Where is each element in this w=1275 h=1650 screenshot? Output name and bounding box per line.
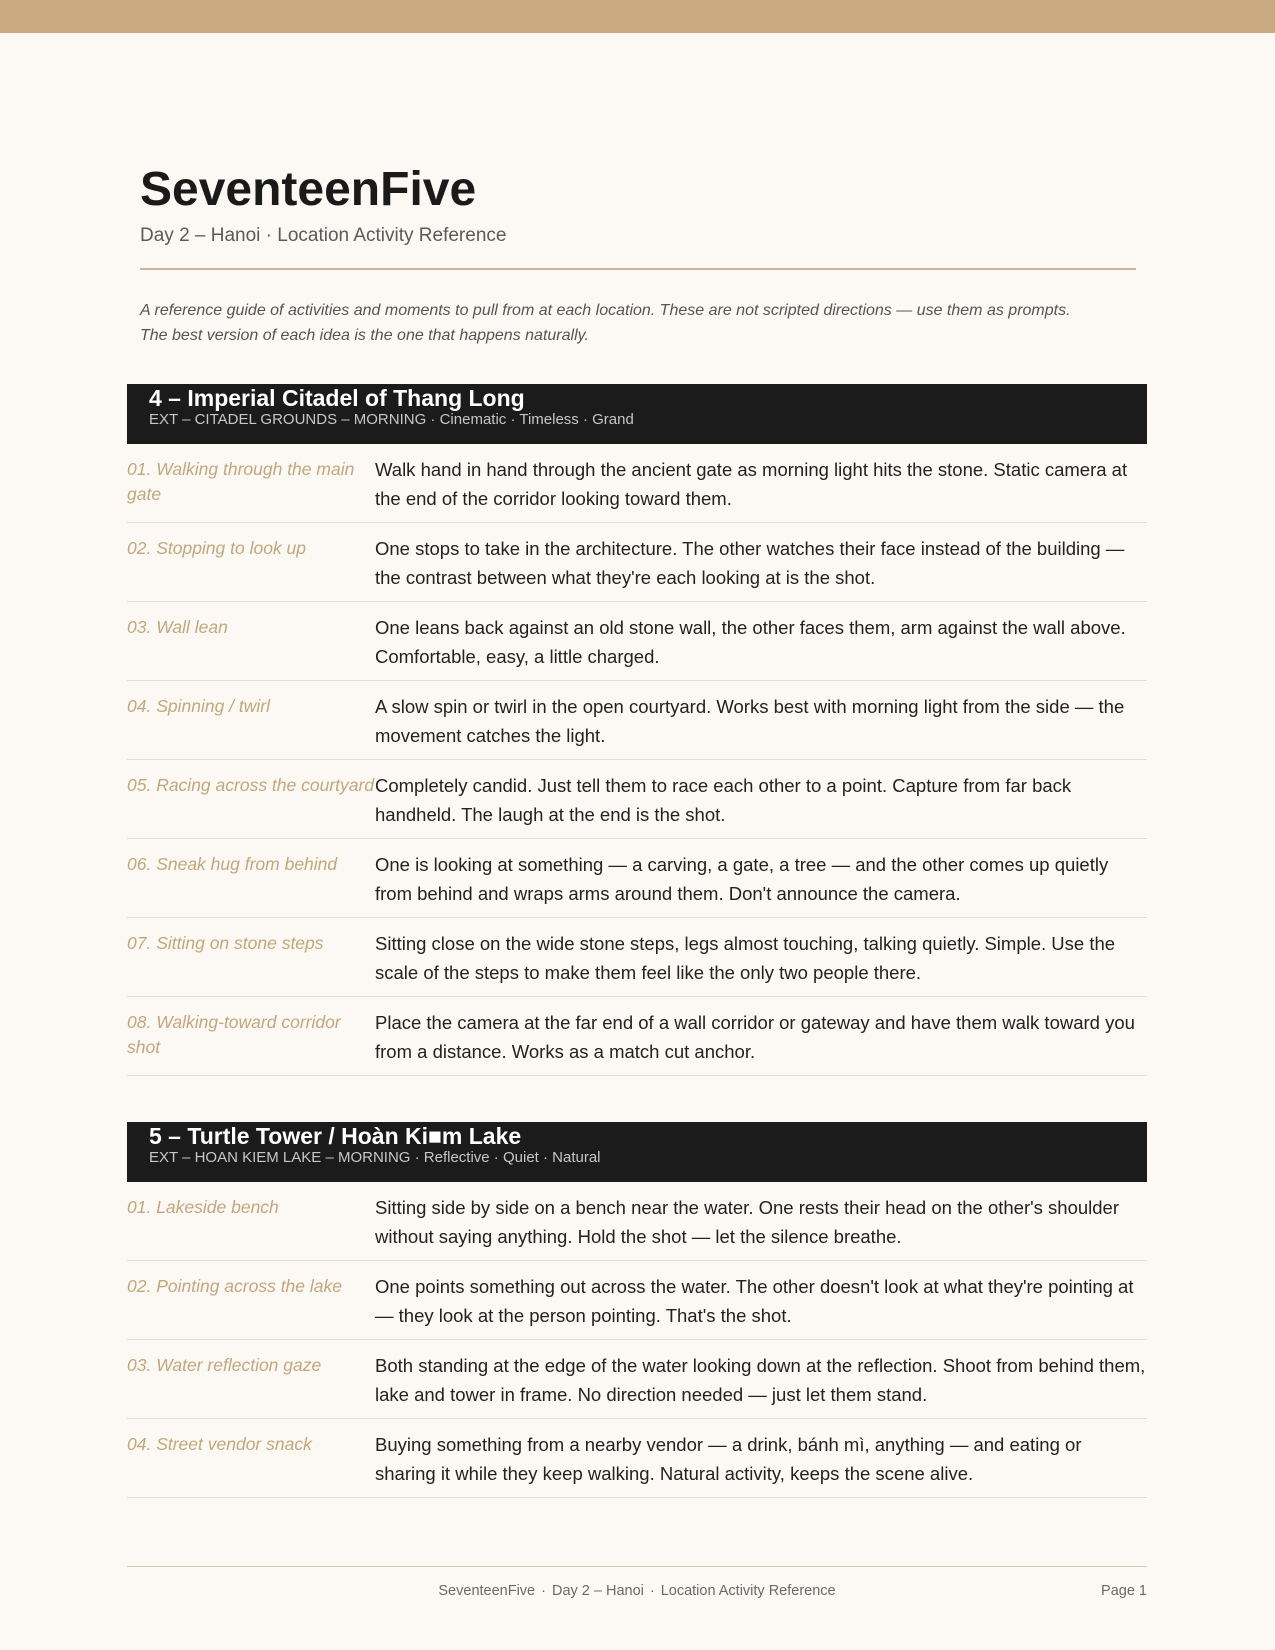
intro-line: A reference guide of activities and moments to pull from at each location. These are not scripted directions — use them as prompts. — [140, 302, 1071, 319]
activity-description: One is looking at something — a carving, a gate, a tree — and the other comes up quietly from behind and wraps arms around them. Don't announce the camera. — [375, 854, 1109, 904]
activity-description: Completely candid. Just tell them to race each other to a point. Capture from far back handheld. The laugh at the end is the shot. — [375, 775, 1072, 825]
activity-label: 02. Pointing across the lake — [127, 1276, 342, 1296]
section-meta: EXT – HOAN KIEM LAKE – MORNING · Reflective · Quiet · Natural — [149, 1149, 601, 1166]
activity-row — [127, 1340, 1147, 1419]
top-accent-band — [0, 0, 1275, 33]
activity-description: Walk hand in hand through the ancient gate as morning light hits the stone. Static camera at the end of the corridor looking toward them. — [375, 459, 1128, 509]
activity-label: 04. Street vendor snack — [127, 1434, 312, 1454]
activity-row — [127, 523, 1147, 602]
activity-row — [127, 760, 1147, 839]
activity-row — [127, 918, 1147, 997]
activity-row — [127, 1419, 1147, 1498]
activity-label: 02. Stopping to look up — [127, 538, 307, 558]
activity-description: A slow spin or twirl in the open courtyard. Works best with morning light from the side — the movement catches the light. — [375, 696, 1125, 746]
section-header — [127, 1122, 1147, 1182]
activity-label: 01. Lakeside bench — [127, 1197, 279, 1217]
header-divider — [140, 268, 1136, 270]
activity-label: 05. Racing across the courtyard — [127, 775, 375, 795]
page-subtitle: Day 2 – Hanoi · Location Activity Reference — [140, 225, 507, 246]
page-title: SeventeenFive — [140, 163, 477, 216]
document-header — [140, 162, 1136, 348]
activity-label: 03. Wall lean — [127, 617, 228, 637]
footer-separator: · — [649, 1583, 655, 1599]
section-meta: EXT – CITADEL GROUNDS – MORNING · Cinematic · Timeless · Grand — [149, 411, 634, 428]
section-title: 5 – Turtle Tower / Hoàn Ki■m Lake — [149, 1123, 522, 1149]
activity-label: 06. Sneak hug from behind — [127, 854, 338, 874]
activity-description: One points something out across the water. The other doesn't look at what they're pointing at — they look at the person pointing. That's the shot. — [375, 1276, 1134, 1326]
activity-description: Sitting close on the wide stone steps, legs almost touching, talking quietly. Simple. Use the scale of the steps to make them feel like the only two people there. — [375, 933, 1116, 983]
activity-row — [127, 997, 1147, 1076]
activity-row — [127, 1261, 1147, 1340]
activity-row — [127, 681, 1147, 760]
activity-description: Both standing at the edge of the water looking down at the reflection. Shoot from behind them, lake and tower in frame. No direction needed — just let them stand. — [375, 1355, 1146, 1405]
section-header — [127, 384, 1147, 444]
footer-brand: SeventeenFive — [438, 1583, 536, 1599]
footer-day: Day 2 – Hanoi — [551, 1583, 644, 1599]
footer-separator: · — [541, 1583, 546, 1599]
activity-row — [127, 444, 1147, 523]
footer-document-info — [127, 1583, 1147, 1599]
section-imperial-citadel — [127, 384, 1147, 1076]
activity-label: 03. Water reflection gaze — [127, 1355, 322, 1375]
footer-doc-title: Location Activity Reference — [660, 1583, 836, 1599]
activity-label: 08. Walking-toward corridor shot — [127, 1012, 341, 1057]
activity-label: 01. Walking through the main gate — [127, 459, 355, 504]
activity-description: One leans back against an old stone wall, the other faces them, arm against the wall above. Comfortable, easy, a little charged. — [375, 617, 1126, 667]
section-turtle-tower — [127, 1122, 1147, 1498]
page-footer — [127, 1566, 1147, 1599]
activity-row — [127, 1182, 1147, 1261]
activity-description: One stops to take in the architecture. The other watches their face instead of the building — the contrast between what they're each looking at is the shot. — [375, 538, 1125, 588]
activity-description: Sitting side by side on a bench near the water. One rests their head on the other's shoulder without saying anything. Hold the shot — let the silence breathe. — [375, 1197, 1119, 1247]
activity-row — [127, 602, 1147, 681]
page-number: Page 1 — [1101, 1583, 1147, 1599]
activity-description: Place the camera at the far end of a wall corridor or gateway and have them walk toward you from a distance. Works as a match cut anchor. — [375, 1012, 1135, 1062]
activity-label: 07. Sitting on stone steps — [127, 933, 324, 953]
activity-label: 04. Spinning / twirl — [127, 696, 270, 716]
activity-description: Buying something from a nearby vendor — a drink, bánh mì, anything — and eating or sharing it while they keep walking. Natural activity, keeps the scene alive. — [375, 1434, 1082, 1484]
activity-row — [127, 839, 1147, 918]
intro-line: The best version of each idea is the one that happens naturally. — [140, 327, 589, 344]
section-title: 4 – Imperial Citadel of Thang Long — [149, 385, 525, 411]
intro-text — [140, 298, 1136, 348]
